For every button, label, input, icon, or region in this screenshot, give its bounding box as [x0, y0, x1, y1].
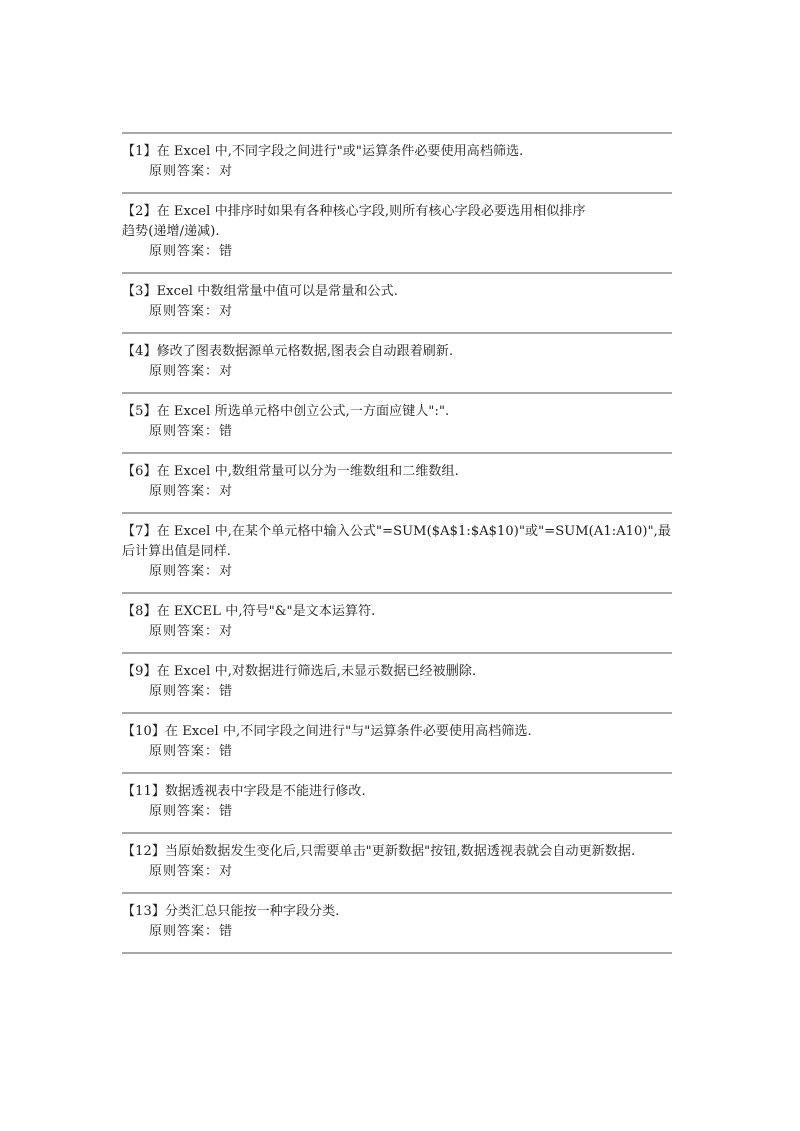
answer-value: 对 — [219, 564, 233, 579]
answer-label: 原则答案： — [149, 864, 220, 879]
answer-label: 原则答案： — [149, 164, 220, 179]
question-item — [122, 514, 672, 592]
question-text: 【11】数据透视表中字段是不能进行修改. — [122, 784, 366, 799]
answer-label: 原则答案： — [149, 564, 220, 579]
question-item — [122, 454, 672, 512]
question-item — [122, 134, 672, 192]
answer-value: 对 — [219, 304, 233, 319]
question-text: 【4】修改了图表数据源单元格数据,图表会自动跟着刷新. — [122, 344, 454, 359]
answer-value: 对 — [219, 364, 233, 379]
question-item — [122, 714, 672, 772]
question-text: 【6】在 Excel 中,数组常量可以分为一维数组和二维数组. — [122, 464, 459, 479]
question-text: 【10】在 Excel 中,不同字段之间进行"与"运算条件必要使用高档筛选. — [122, 724, 532, 739]
answer-label: 原则答案： — [149, 924, 220, 939]
question-text: 【13】分类汇总只能按一种字段分类. — [122, 904, 340, 919]
standard-answer — [122, 922, 672, 942]
standard-answer — [122, 682, 672, 702]
question-item — [122, 274, 672, 332]
standard-answer — [122, 622, 672, 642]
standard-answer — [122, 362, 672, 382]
question-text: 【5】在 Excel 所选单元格中创立公式,一方面应键人":". — [122, 404, 450, 419]
answer-label: 原则答案： — [149, 424, 220, 439]
answer-label: 原则答案： — [149, 744, 220, 759]
question-item — [122, 394, 672, 452]
standard-answer — [122, 482, 672, 502]
divider — [122, 952, 672, 954]
standard-answer — [122, 862, 672, 882]
question-item — [122, 774, 672, 832]
question-text: 【9】在 Excel 中,对数据进行筛选后,未显示数据已经被删除. — [122, 664, 477, 679]
answer-value: 错 — [219, 684, 233, 699]
standard-answer — [122, 242, 672, 262]
question-item — [122, 654, 672, 712]
question-item — [122, 894, 672, 952]
question-text: 【3】Excel 中数组常量中值可以是常量和公式. — [122, 284, 398, 299]
standard-answer — [122, 422, 672, 442]
standard-answer — [122, 742, 672, 762]
answer-value: 错 — [219, 244, 233, 259]
standard-answer — [122, 562, 672, 582]
answer-label: 原则答案： — [149, 484, 220, 499]
standard-answer — [122, 802, 672, 822]
answer-value: 错 — [219, 744, 233, 759]
question-text: 【8】在 EXCEL 中,符号"&"是文本运算符. — [122, 604, 376, 619]
answer-value: 错 — [219, 804, 233, 819]
question-item — [122, 594, 672, 652]
question-item — [122, 194, 672, 272]
answer-label: 原则答案： — [149, 804, 220, 819]
answer-label: 原则答案： — [149, 624, 220, 639]
question-text: 【12】当原始数据发生变化后,只需要单击"更新数据"按钮,数据透视表就会自动更新数据. — [122, 844, 636, 859]
question-list — [122, 132, 672, 954]
answer-label: 原则答案： — [149, 364, 220, 379]
standard-answer — [122, 302, 672, 322]
question-item — [122, 334, 672, 392]
answer-value: 对 — [219, 864, 233, 879]
answer-value: 错 — [219, 924, 233, 939]
question-text: 【1】在 Excel 中,不同字段之间进行"或"运算条件必要使用高档筛选. — [122, 144, 524, 159]
question-text: 【2】在 Excel 中排序时如果有各种核心字段,则所有核心字段必要选用相似排序趋势(递增/递减). — [122, 204, 586, 239]
question-text: 【7】在 Excel 中,在某个单元格中输入公式"=SUM($A$1:$A$10)"或"=SUM(A1:A10)",最后计算出值是同样. — [122, 524, 672, 559]
answer-label: 原则答案： — [149, 304, 220, 319]
answer-value: 对 — [219, 484, 233, 499]
answer-value: 错 — [219, 424, 233, 439]
standard-answer — [122, 162, 672, 182]
answer-label: 原则答案： — [149, 684, 220, 699]
answer-value: 对 — [219, 624, 233, 639]
answer-label: 原则答案： — [149, 244, 220, 259]
answer-value: 对 — [219, 164, 233, 179]
question-item — [122, 834, 672, 892]
